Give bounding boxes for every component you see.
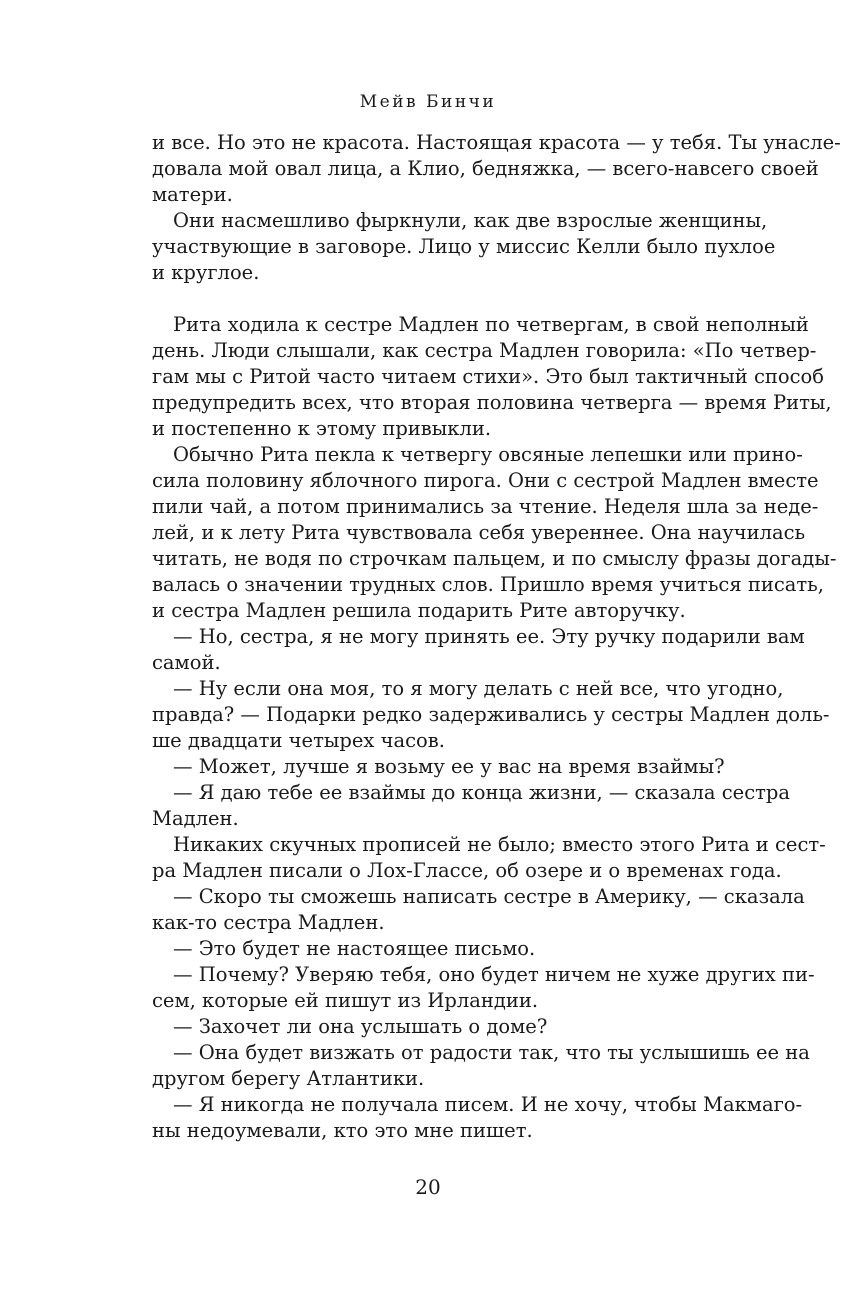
text-line: предупредить всех, что вторая половина четверга — время Риты, [152, 391, 832, 414]
text-line: сила половину яблочного пирога. Они с сестрой Мадлен вместе [152, 469, 819, 492]
text-line: читать, не водя по строчкам пальцем, и по смыслу фразы догады- [152, 547, 837, 570]
text-line: другом берегу Атлантики. [152, 1067, 425, 1090]
text-line: ше двадцати четырех часов. [152, 729, 445, 752]
page-number: 20 [415, 1175, 441, 1199]
text-line: — Но, сестра, я не могу принять ее. Эту ручку подарили вам [173, 625, 805, 648]
text-line: и постепенно к этому привыкли. [152, 417, 492, 440]
text-line: Обычно Рита пекла к четвергу овсяные лепешки или прино- [173, 443, 803, 466]
text-line: сем, которые ей пишут из Ирландии. [152, 989, 539, 1012]
text-line: довала мой овал лица, а Клио, бедняжка, — всего-навсего своей [152, 157, 819, 180]
text-line: — Она будет визжать от радости так, что ты услышишь ее на [173, 1041, 810, 1064]
text-line: и круглое. [152, 261, 260, 284]
text-line: гам мы с Ритой часто читаем стихи». Это был тактичный способ [152, 365, 824, 388]
text-line: правда? — Подарки редко задерживались у сестры Мадлен доль- [152, 703, 830, 726]
text-line: — Это будет не настоящее письмо. [173, 937, 536, 960]
text-line: — Почему? Уверяю тебя, оно будет ничем не хуже других пи- [173, 963, 815, 986]
text-line: Они насмешливо фыркнули, как две взрослые женщины, [173, 209, 768, 232]
text-line: ра Мадлен писали о Лох-Глассе, об озере и о временах года. [152, 859, 782, 882]
text-line: — Захочет ли она услышать о доме? [173, 1015, 548, 1038]
text-line: участвующие в заговоре. Лицо у миссис Келли было пухлое [152, 235, 776, 258]
text-line: Мадлен. [152, 807, 239, 830]
section-break [152, 286, 763, 312]
text-line: — Ну если она моя, то я могу делать с ней все, что угодно, [173, 677, 784, 700]
text-line: матери. [152, 183, 233, 206]
text-line: самой. [152, 651, 221, 674]
text-line: и все. Но это не красота. Настоящая красота — у тебя. Ты унасле- [152, 131, 841, 154]
text-line: и сестра Мадлен решила подарить Рите авторучку. [152, 599, 686, 622]
text-line: — Я даю тебе ее взаймы до конца жизни, — сказала сестра [173, 781, 791, 804]
text-line: как-то сестра Мадлен. [152, 911, 385, 934]
text-line: Рита ходила к сестре Мадлен по четвергам, в свой неполный [173, 313, 809, 336]
text-line: Никаких скучных прописей не было; вместо этого Рита и сест- [173, 833, 826, 856]
text-line: пили чай, а потом принимались за чтение. Неделя шла за неде- [152, 495, 819, 518]
body-text [152, 130, 841, 1144]
text-line: лей, и к лету Рита чувствовала себя увереннее. Она научилась [152, 521, 806, 544]
text-line: ны недоумевали, кто это мне пишет. [152, 1119, 533, 1142]
text-line: валась о значении трудных слов. Пришло время учиться писать, [152, 573, 824, 596]
text-line: — Может, лучше я возьму ее у вас на время взаймы? [173, 755, 725, 778]
text-line: день. Люди слышали, как сестра Мадлен говорила: «По четвер- [152, 339, 817, 362]
text-line: — Я никогда не получала писем. И не хочу, чтобы Макмаго- [173, 1093, 803, 1116]
running-head-author: Мейв Бинчи [359, 92, 497, 112]
text-line: — Скоро ты сможешь написать сестре в Америку, — сказала [173, 885, 805, 908]
